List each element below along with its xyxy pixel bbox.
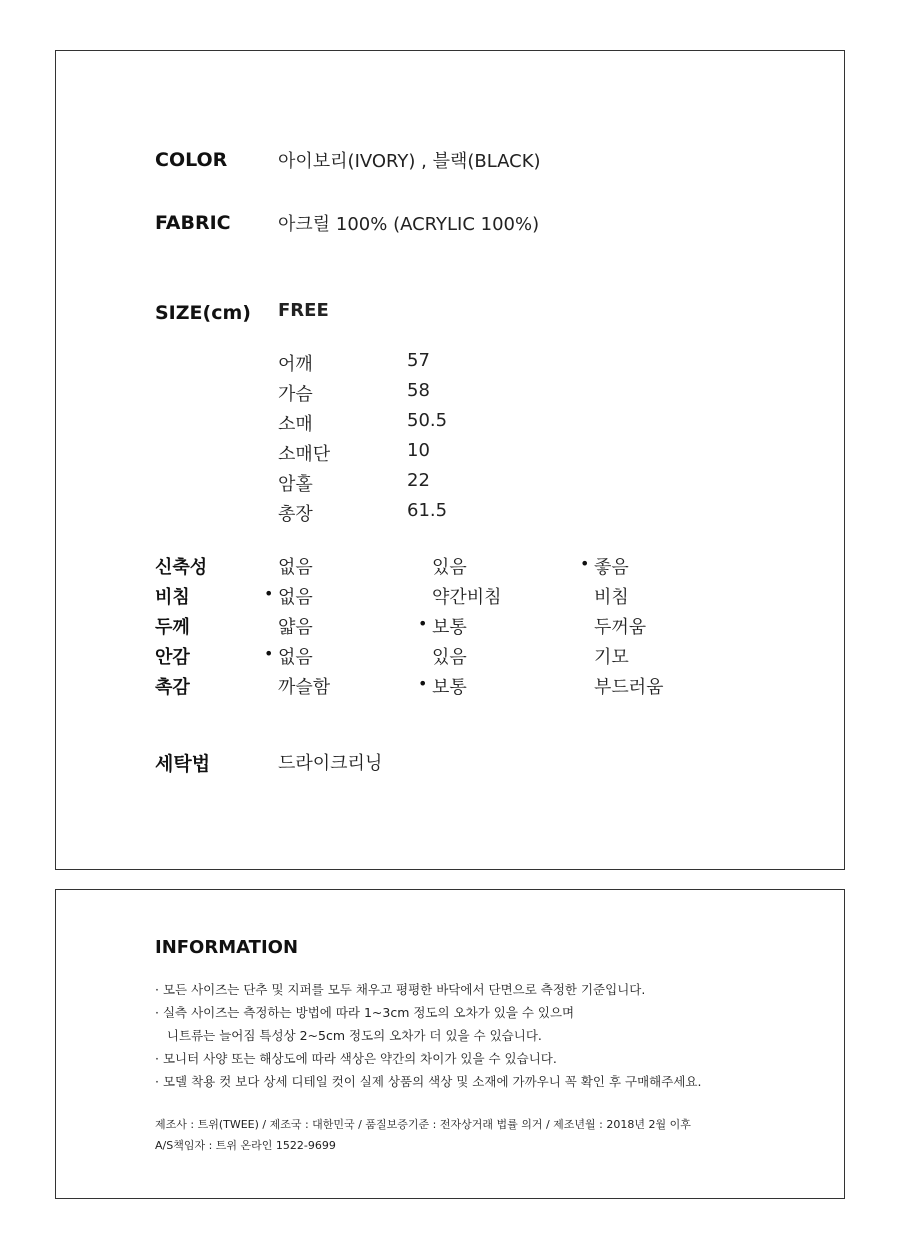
attribute-option: 보통 [432,617,467,638]
measurement-name: 소매단 [278,444,331,465]
selected-bullet: • [580,554,590,573]
attribute-option: 기모 [594,647,629,668]
attribute-option: 보통 [432,677,467,698]
attribute-option: 없음 [278,647,313,668]
attribute-label: 비침 [155,587,190,608]
measurement-value: 58 [407,380,430,401]
measurement-value: 22 [407,470,430,491]
attribute-label: 촉감 [155,677,190,698]
information-panel [55,889,845,1199]
fabric-value: 아크릴 100% (ACRYLIC 100%) [278,214,540,235]
selected-bullet: • [264,644,274,663]
wash-label: 세탁법 [155,753,211,775]
attribute-option: 없음 [278,587,313,608]
measurement-name: 소매 [278,414,313,435]
attribute-option: 없음 [278,557,313,578]
attribute-option: 좋음 [594,557,629,578]
info-line: 니트류는 늘어짐 특성상 2~5cm 정도의 오차가 더 있을 수 있습니다. [155,1028,542,1043]
measurement-name: 암홀 [278,474,313,495]
attribute-option: 얇음 [278,617,313,638]
product-spec-panel [55,50,845,870]
info-line: · 모델 착용 컷 보다 상세 디테일 컷이 실제 상품의 색상 및 소재에 가까우니 꼭 확인 후 구매해주세요. [155,1074,702,1089]
measurement-value: 61.5 [407,500,448,521]
info-line: · 모든 사이즈는 단추 및 지퍼를 모두 채우고 평평한 바닥에서 단면으로 측정한 기준입니다. [155,982,646,997]
attribute-label: 안감 [155,647,190,668]
information-title: INFORMATION [155,937,299,958]
color-label: COLOR [155,149,228,171]
size-value: FREE [278,300,329,321]
selected-bullet: • [418,614,428,633]
measurement-name: 어깨 [278,354,313,375]
fabric-label: FABRIC [155,212,231,234]
measurement-value: 50.5 [407,410,448,431]
selected-bullet: • [418,674,428,693]
attribute-option: 까슬함 [278,677,331,698]
measurement-name: 가슴 [278,384,313,405]
attribute-label: 신축성 [155,557,208,578]
wash-value: 드라이크리닝 [278,753,383,774]
manufacturer-info: 제조사 : 트위(TWEE) / 제조국 : 대한민국 / 품질보증기준 : 전자상거래 법률 의거 / 제조년월 : 2018년 2월 이후 [155,1118,691,1131]
as-contact-info: A/S책임자 : 트위 온라인 1522-9699 [155,1139,336,1152]
size-label: SIZE(cm) [155,302,251,324]
attribute-option: 부드러움 [594,677,664,698]
measurement-value: 10 [407,440,430,461]
attribute-option: 비침 [594,587,629,608]
measurement-name: 총장 [278,504,313,525]
info-line: · 모니터 사양 또는 해상도에 따라 색상은 약간의 차이가 있을 수 있습니다. [155,1051,557,1066]
attribute-option: 약간비침 [432,587,502,608]
attribute-option: 두꺼움 [594,617,647,638]
measurement-value: 57 [407,350,430,371]
color-value: 아이보리(IVORY) , 블랙(BLACK) [278,151,541,172]
attribute-option: 있음 [432,647,467,668]
attribute-option: 있음 [432,557,467,578]
selected-bullet: • [264,584,274,603]
attribute-label: 두께 [155,617,190,638]
info-line: · 실측 사이즈는 측정하는 방법에 따라 1~3cm 정도의 오차가 있을 수 있으며 [155,1005,575,1020]
